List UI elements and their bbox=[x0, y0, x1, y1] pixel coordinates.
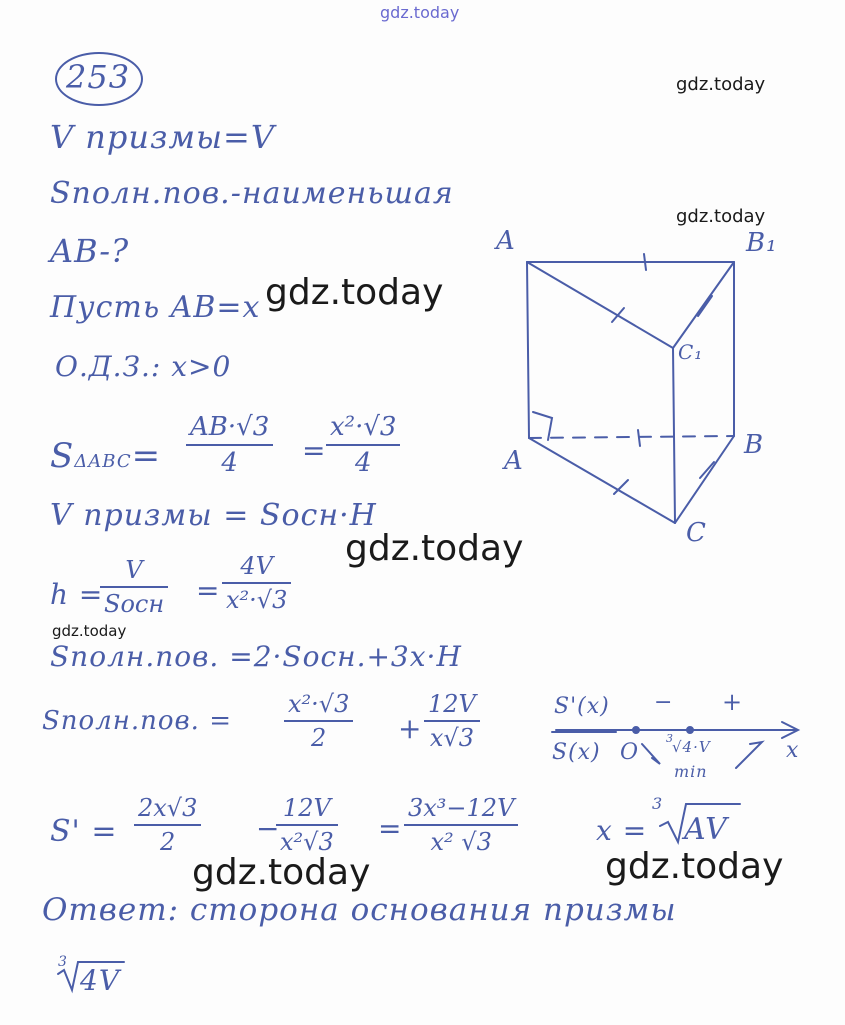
sign-chart-min: min bbox=[674, 762, 708, 781]
edge-a-c bbox=[529, 438, 675, 523]
watermark-mid-2: gdz.today bbox=[345, 528, 524, 569]
label-a: A bbox=[504, 446, 524, 476]
label-c: C bbox=[686, 518, 707, 548]
sign-chart-axis: x bbox=[786, 738, 800, 763]
line-full-surface: Sполн.пов. =2·Sосн.+3x·H bbox=[50, 640, 462, 673]
line-let-ab: Пусть AB=x bbox=[50, 290, 261, 325]
line-volume-formula: V призмы = Sосн·H bbox=[50, 498, 377, 533]
sign-chart-derivative: S'(x) bbox=[554, 694, 610, 719]
line-volume: V призмы=V bbox=[50, 118, 275, 156]
sign-chart-critical: √4·V bbox=[672, 738, 711, 756]
line-surface-min: Sполн.пов.-наименьшая bbox=[50, 176, 454, 211]
label-b: B bbox=[744, 430, 765, 460]
plus-sign: + bbox=[398, 712, 423, 745]
edge-a-b-hidden bbox=[529, 436, 734, 438]
answer-value: 4V bbox=[80, 964, 121, 997]
cbrt-radical bbox=[660, 804, 740, 842]
fraction-4v-over-x2root3: 4V x²·√3 bbox=[222, 552, 291, 614]
fraction-x2-root3-over-4: x²·√3 4 bbox=[326, 412, 400, 478]
fraction-2xroot3-over-2: 2x√3 2 bbox=[134, 794, 201, 856]
label-c1: C₁ bbox=[678, 340, 704, 364]
answer-cbrt-index: 3 bbox=[58, 954, 68, 970]
label-b1: B₁ bbox=[746, 228, 778, 258]
x-equals-label: x = bbox=[596, 814, 648, 847]
watermark-bottom-left: gdz.today bbox=[192, 852, 371, 893]
cbrt-index: 3 bbox=[652, 794, 664, 813]
fraction-3x3-minus-12v: 3x³−12V x² √3 bbox=[404, 794, 518, 856]
watermark-right-1: gdz.today bbox=[676, 74, 766, 95]
edge-b-c bbox=[675, 436, 734, 523]
equals-sign-h: = bbox=[196, 574, 221, 607]
full-surface-label: Sполн.пов. = bbox=[42, 706, 233, 736]
right-angle-mark bbox=[533, 412, 552, 440]
h-label: h = bbox=[50, 578, 104, 611]
edge-b1-c1 bbox=[673, 262, 734, 348]
fraction-v-over-sosn: V Sосн bbox=[100, 556, 168, 618]
derivative-label: S' = bbox=[50, 814, 118, 849]
answer-radical bbox=[58, 962, 124, 990]
sign-chart-crit-index: 3 bbox=[666, 732, 674, 745]
edge-a1-c1 bbox=[527, 262, 673, 348]
watermark-top: gdz.today bbox=[380, 3, 460, 22]
fraction-12v-over-xroot3: 12V x√3 bbox=[424, 690, 480, 752]
line-domain: О.Д.З.: x>0 bbox=[55, 350, 232, 383]
label-a-top: A bbox=[496, 226, 516, 256]
sign-chart-plus: + bbox=[722, 688, 744, 716]
watermark-mid-1: gdz.today bbox=[265, 272, 444, 313]
line-ab-question: AB-? bbox=[50, 232, 130, 270]
minus-sign: − bbox=[256, 812, 281, 845]
sign-chart-function: S(x) bbox=[552, 740, 601, 765]
s-abc-label: SΔABC= bbox=[50, 436, 162, 476]
fraction-ab-root3-over-4: AB·√3 4 bbox=[186, 412, 273, 478]
watermark-bottom-right: gdz.today bbox=[605, 846, 784, 887]
sign-chart-minus: − bbox=[654, 690, 674, 715]
equals-sign-derivative: = bbox=[378, 812, 403, 845]
answer-line: Ответ: сторона основания призмы bbox=[42, 892, 677, 928]
watermark-small-left: gdz.today bbox=[52, 622, 127, 640]
edge-a1-a bbox=[527, 262, 529, 438]
sign-chart-zero: O bbox=[620, 740, 640, 765]
edge-c1-c bbox=[673, 348, 675, 523]
fraction-12v-over-x2root3: 12V x²√3 bbox=[276, 794, 338, 856]
fraction-x2root3-over-2: x²·√3 2 bbox=[284, 690, 353, 752]
cbrt-argument: AV bbox=[684, 812, 728, 847]
problem-number: 253 bbox=[66, 58, 131, 96]
watermark-right-2: gdz.today bbox=[676, 206, 766, 227]
equals-sign: = bbox=[302, 434, 327, 467]
